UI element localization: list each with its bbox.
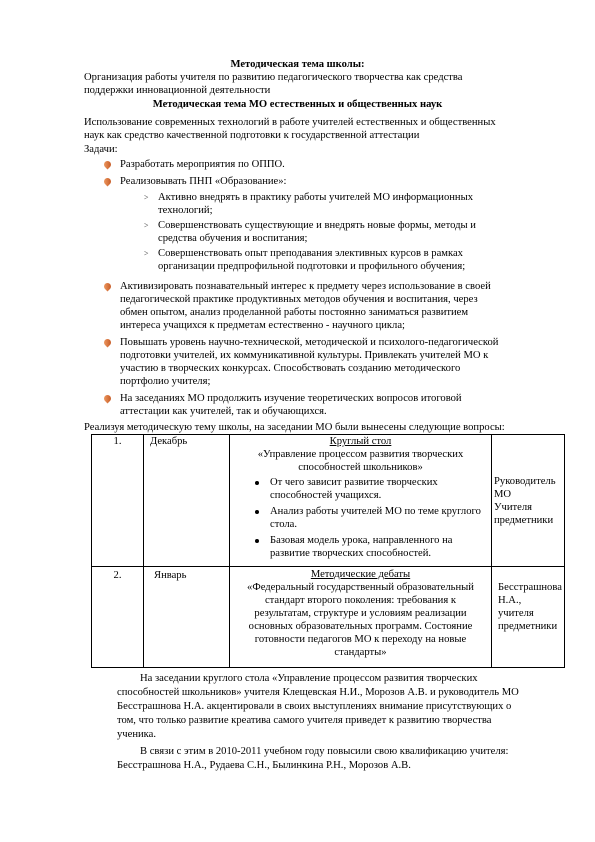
school-theme-text-line2: поддержки инновационной деятельности — [84, 85, 271, 96]
mo-theme-text-line1: Использование современных технологий в работе учителей естественных и общественных — [84, 117, 496, 128]
event-title: Круглый стол — [329, 436, 392, 447]
row-month: Декабрь — [144, 435, 230, 567]
row-content — [230, 435, 492, 567]
event-question-2: Анализ работы учителей МО по теме круглого стола. — [232, 505, 489, 531]
event-topic-line1: «Управление процессом развития творческих — [257, 449, 464, 460]
task-item-5-line1: На заседаниях МО продолжить изучение теоретических вопросов итоговой — [120, 393, 462, 404]
subtask-2-line1: Совершенствовать существующие и внедрять новые формы, методы и — [158, 220, 476, 231]
bullet-icon — [255, 510, 259, 514]
summary-paragraph-line1: На заседании круглого стола «Управление процессом развития творческих — [140, 673, 478, 684]
list-bullet-icon — [103, 282, 113, 292]
bullet-icon — [255, 539, 259, 543]
task-item-3-line2: педагогической практике продуктивных методов обучения и воспитания, через — [120, 294, 478, 305]
row-number: 1. — [92, 435, 144, 567]
table-row — [92, 567, 565, 668]
row-responsible: Бесстрашнова Н.А., учителя предметники — [492, 567, 565, 668]
row-month: Январь — [144, 567, 230, 668]
row-responsible: Руководитель МО Учителя предметники — [492, 435, 565, 567]
task-item-2: Реализовывать ПНП «Образование»: — [120, 176, 287, 187]
task-item-4-line1: Повышать уровень научно-технической, методической и психолого-педагогической — [120, 337, 499, 348]
task-item-4-line2: подготовки учителей, их коммуникативной культуры. Привлекать учителей МО к — [120, 350, 489, 361]
meetings-table — [91, 434, 565, 668]
event-topic-line4: основных образовательных программ. Состояние — [248, 621, 473, 632]
qualification-paragraph-line1: В связи с этим в 2010-2011 учебном году повысили свою квалификацию учителя: — [140, 746, 509, 757]
row-number: 2. — [92, 567, 144, 668]
subtask-1-line1: Активно внедрять в практику работы учителей МО информационных — [158, 192, 473, 203]
list-bullet-icon — [103, 177, 113, 187]
summary-paragraph-line5: ученика. — [117, 729, 157, 740]
task-item-3-line3: обмен опытом, анализ проделанной работы постоянно заниматься развитием — [120, 307, 469, 318]
task-item-5-line2: аттестации как учителей, так и обучающихся. — [120, 406, 327, 417]
event-topic-line3: результатам, структуре и условиям реализации — [254, 608, 467, 619]
task-item-3-line4: интереса учащихся к предметам естественно - научного цикла; — [120, 320, 405, 331]
table-row — [92, 435, 565, 567]
event-title: Методические дебаты — [310, 569, 411, 580]
summary-paragraph-line2: способностей школьников» учителя Клещевская Н.И., Морозов А.В. и руководитель МО — [117, 687, 519, 698]
subtask-2-line2: средства обучения и воспитания; — [158, 233, 308, 244]
summary-paragraph-line3: Бесстрашнова Н.А. акцентировали в своих выступлениях внимание присутствующих о — [117, 701, 512, 712]
event-topic-line1: «Федеральный государственный образовательный — [247, 582, 474, 593]
event-topic-line2: способностей школьников» — [298, 462, 423, 473]
school-theme-heading: Методическая тема школы: — [230, 59, 365, 70]
subtask-3-line1: Совершенствовать опыт преподавания элективных курсов в рамках — [158, 248, 463, 259]
arrow-bullet-icon: > — [144, 193, 149, 202]
subtask-1-line2: технологий; — [158, 205, 213, 216]
event-topic-line2: стандарт второго поколения: требования к — [264, 595, 457, 606]
list-bullet-icon — [103, 160, 113, 170]
list-bullet-icon — [103, 338, 113, 348]
task-item-4-line3: участию в творческих конкурсах. Способствовать созданию методического — [120, 363, 461, 374]
qualification-paragraph-line2: Бесстрашнова Н.А., Рудаева С.Н., Былинкина Р.Н., Морозов А.В. — [117, 760, 411, 771]
task-item-3-line1: Активизировать познавательный интерес к предмету через использование в своей — [120, 281, 491, 292]
bullet-icon — [255, 481, 259, 485]
arrow-bullet-icon: > — [144, 249, 149, 258]
school-theme-text-line1: Организация работы учителя по развитию педагогического творчества как средства — [84, 72, 463, 83]
subtask-3-line2: организации предпрофильной подготовки и профильного обучения; — [158, 261, 466, 272]
tasks-label: Задачи: — [84, 144, 118, 155]
event-question-3: Базовая модель урока, направленного на развитие творческих способностей. — [232, 534, 489, 560]
mo-theme-text-line2: наук как средство качественной подготовки к государственной аттестации — [84, 130, 420, 141]
summary-paragraph-line4: том, что только развитие креатива самого учителя приведет к развитию творчества — [117, 715, 492, 726]
event-question-1: От чего зависит развитие творческих способностей учащихся. — [232, 476, 489, 502]
event-topic-line5: готовности педагогов МО к переходу на новые — [254, 634, 467, 645]
event-topic-line6: стандарты» — [334, 647, 387, 658]
mo-theme-heading: Методическая тема МО естественных и общественных наук — [152, 99, 443, 110]
task-item-4-line4: портфолио учителя; — [120, 376, 211, 387]
list-bullet-icon — [103, 394, 113, 404]
table-intro: Реализуя методическую тему школы, на заседании МО были вынесены следующие вопросы: — [84, 422, 505, 433]
arrow-bullet-icon: > — [144, 221, 149, 230]
row-content — [230, 567, 492, 668]
task-item-1: Разработать мероприятия по ОППО. — [120, 159, 285, 170]
